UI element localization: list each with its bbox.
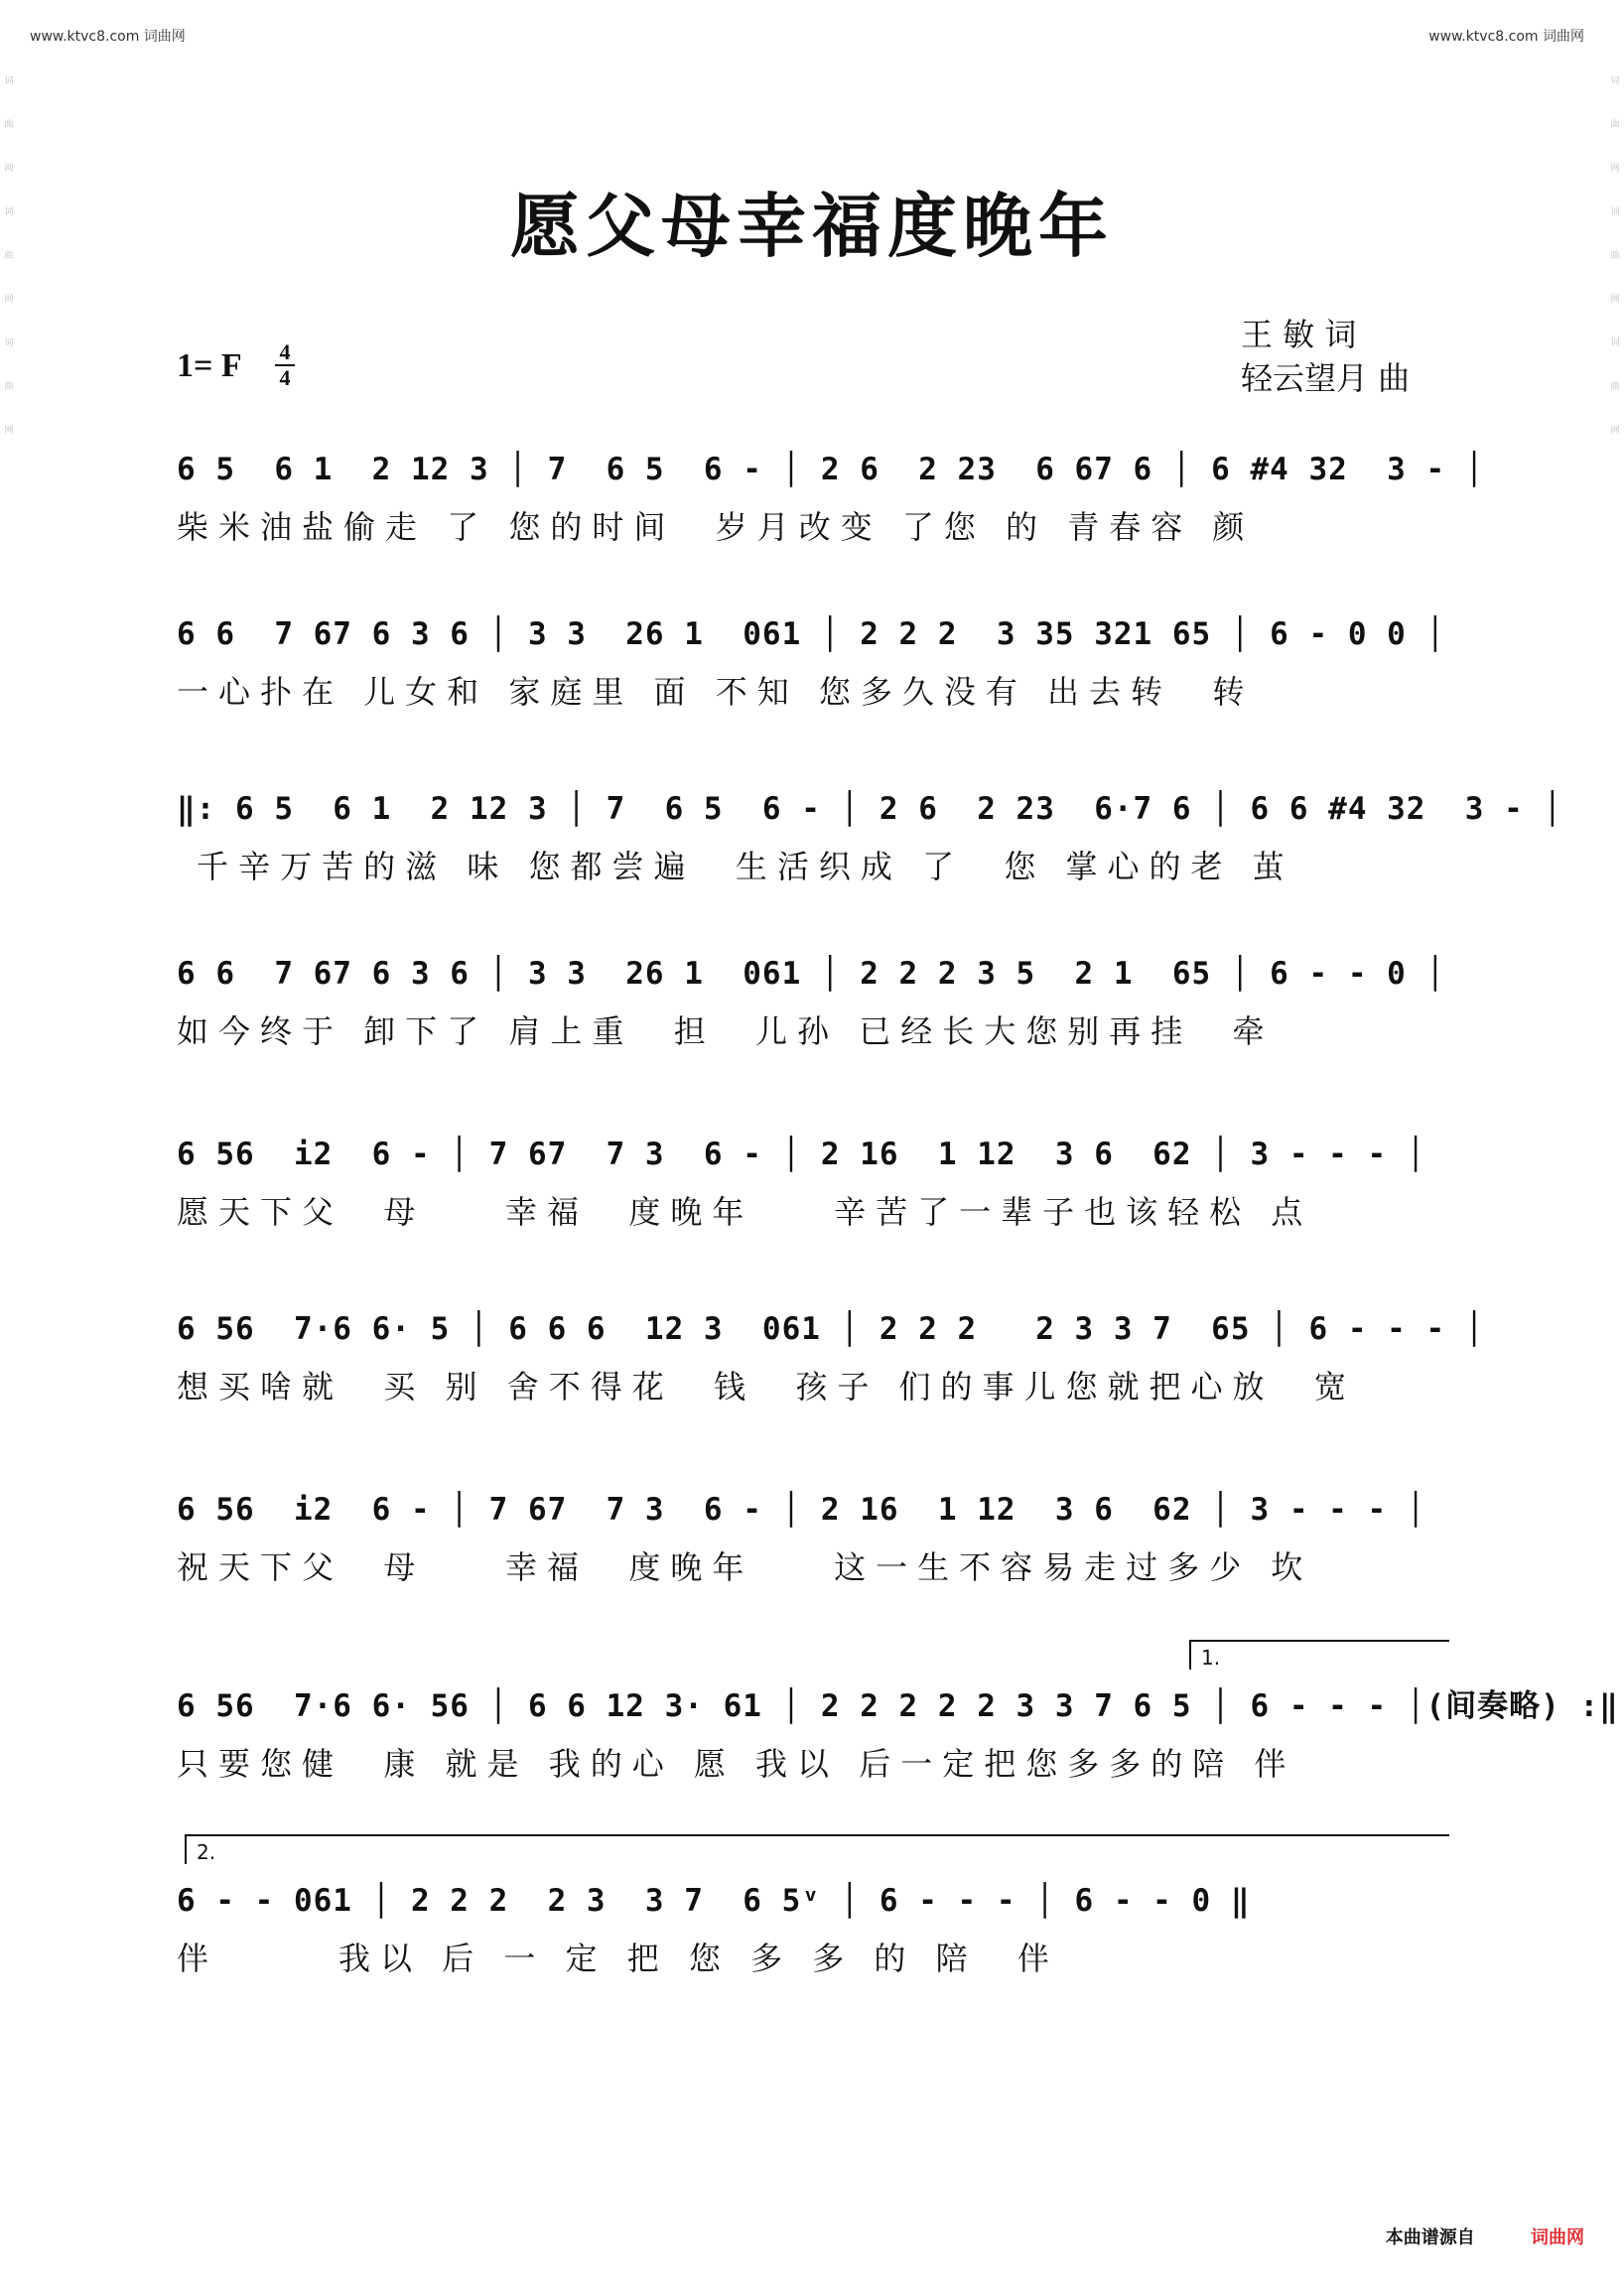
composer-credit: 轻云望月 曲 <box>1241 359 1411 397</box>
lyrics-line: 千辛万苦的滋 味 您都尝遍 生活织成 了 您 掌心的老 茧 <box>177 848 1294 885</box>
score-system-5 <box>0 1130 1624 1298</box>
score-system-3 <box>0 784 1624 953</box>
side-watermark-right: 词曲网 词曲网 词曲网 <box>1610 76 1620 436</box>
score-system-4 <box>0 949 1624 1118</box>
header-left-url: www.ktvc8.com 词曲网 <box>30 29 186 45</box>
volta-bracket-second: 2. <box>185 1834 1449 1864</box>
notation-line: 6 5 6 1 2 12 3 │ 7 6 5 6 - │ 2 6 2 23 6 67 6 │ 6 #4 32 3 - │ <box>177 452 1485 487</box>
score-system-2 <box>0 609 1624 778</box>
notation-line: 6 56 i2 6 - │ 7 67 7 3 6 - │ 2 16 1 12 3 6 62 │ 3 - - - │ <box>177 1492 1426 1528</box>
lyrics-line: 柴米油盐偷走 了 您的时间 岁月改变 了您 的 青春容 颜 <box>177 508 1255 546</box>
song-title: 愿父母幸福度晚年 <box>510 185 1114 267</box>
footer-source <box>1386 2223 1584 2249</box>
notation-line: 6 6 7 67 6 3 6 │ 3 3 26 1 061 │ 2 2 2 3 5 2 1 65 │ 6 - - 0 │ <box>177 956 1446 992</box>
footer-source-label: 本曲谱源自 <box>1385 2227 1475 2248</box>
side-watermark-left: 词曲网 词曲网 词曲网 <box>4 76 14 436</box>
notation-line: 6 - - 061 │ 2 2 2 2 3 3 7 6 5ᵛ │ 6 - - - │ 6 - - 0 ‖ <box>177 1883 1251 1919</box>
notation-line: ‖: 6 5 6 1 2 12 3 │ 7 6 5 6 - │ 2 6 2 23 6·7 6 │ 6 6 #4 32 3 - │ <box>177 791 1563 827</box>
lyrics-line: 想买啥就 买 别 舍不得花 钱 孩子 们的事儿您就把心放 宽 <box>177 1368 1356 1406</box>
lyrics-line: 如今终于 卸下了 肩上重 担 儿孙 已经长大您别再挂 牵 <box>177 1012 1275 1050</box>
lyricist-credit: 王 敏 词 <box>1241 316 1357 353</box>
score-system-1 <box>0 445 1624 613</box>
volta-bracket-first: 1. <box>1189 1640 1449 1670</box>
score-system-7 <box>0 1485 1624 1654</box>
footer-source-site[interactable]: 词曲网 <box>1531 2227 1584 2248</box>
notation-line: 6 56 i2 6 - │ 7 67 7 3 6 - │ 2 16 1 12 3 6 62 │ 3 - - - │ <box>177 1137 1426 1172</box>
key-signature: 1= F <box>177 347 242 384</box>
lyrics-line: 只要您健 康 就是 我的心 愿 我以 后一定把您多多的陪 伴 <box>177 1745 1296 1783</box>
score-system-9 <box>0 1840 1624 2045</box>
lyrics-line: 祝天下父 母 幸福 度晚年 这一生不容易走过多少 坎 <box>177 1548 1313 1586</box>
lyrics-line: 愿天下父 母 幸福 度晚年 辛苦了一辈子也该轻松 点 <box>177 1193 1313 1231</box>
time-signature: 4 4 <box>275 340 295 390</box>
lyrics-line: 一心扑在 儿女和 家庭里 面 不知 您多久没有 出去转 转 <box>177 673 1255 711</box>
header-right-url: www.ktvc8.com 词曲网 <box>1428 29 1584 45</box>
notation-line: 6 6 7 67 6 3 6 │ 3 3 26 1 061 │ 2 2 2 3 35 321 65 │ 6 - 0 0 │ <box>177 616 1446 652</box>
notation-line: 6 56 7·6 6· 56 │ 6 6 12 3· 61 │ 2 2 2 2 2 3 3 7 6 5 │ 6 - - - │(间奏略) :‖ <box>177 1688 1619 1724</box>
score-system-6 <box>0 1304 1624 1473</box>
score-system-8 <box>0 1646 1624 1850</box>
lyrics-line: 伴 我以 后 一 定 把 您 多 多 的 陪 伴 <box>177 1940 1059 1977</box>
notation-line: 6 56 7·6 6· 5 │ 6 6 6 12 3 061 │ 2 2 2 2 3 3 7 65 │ 6 - - - │ <box>177 1311 1485 1347</box>
